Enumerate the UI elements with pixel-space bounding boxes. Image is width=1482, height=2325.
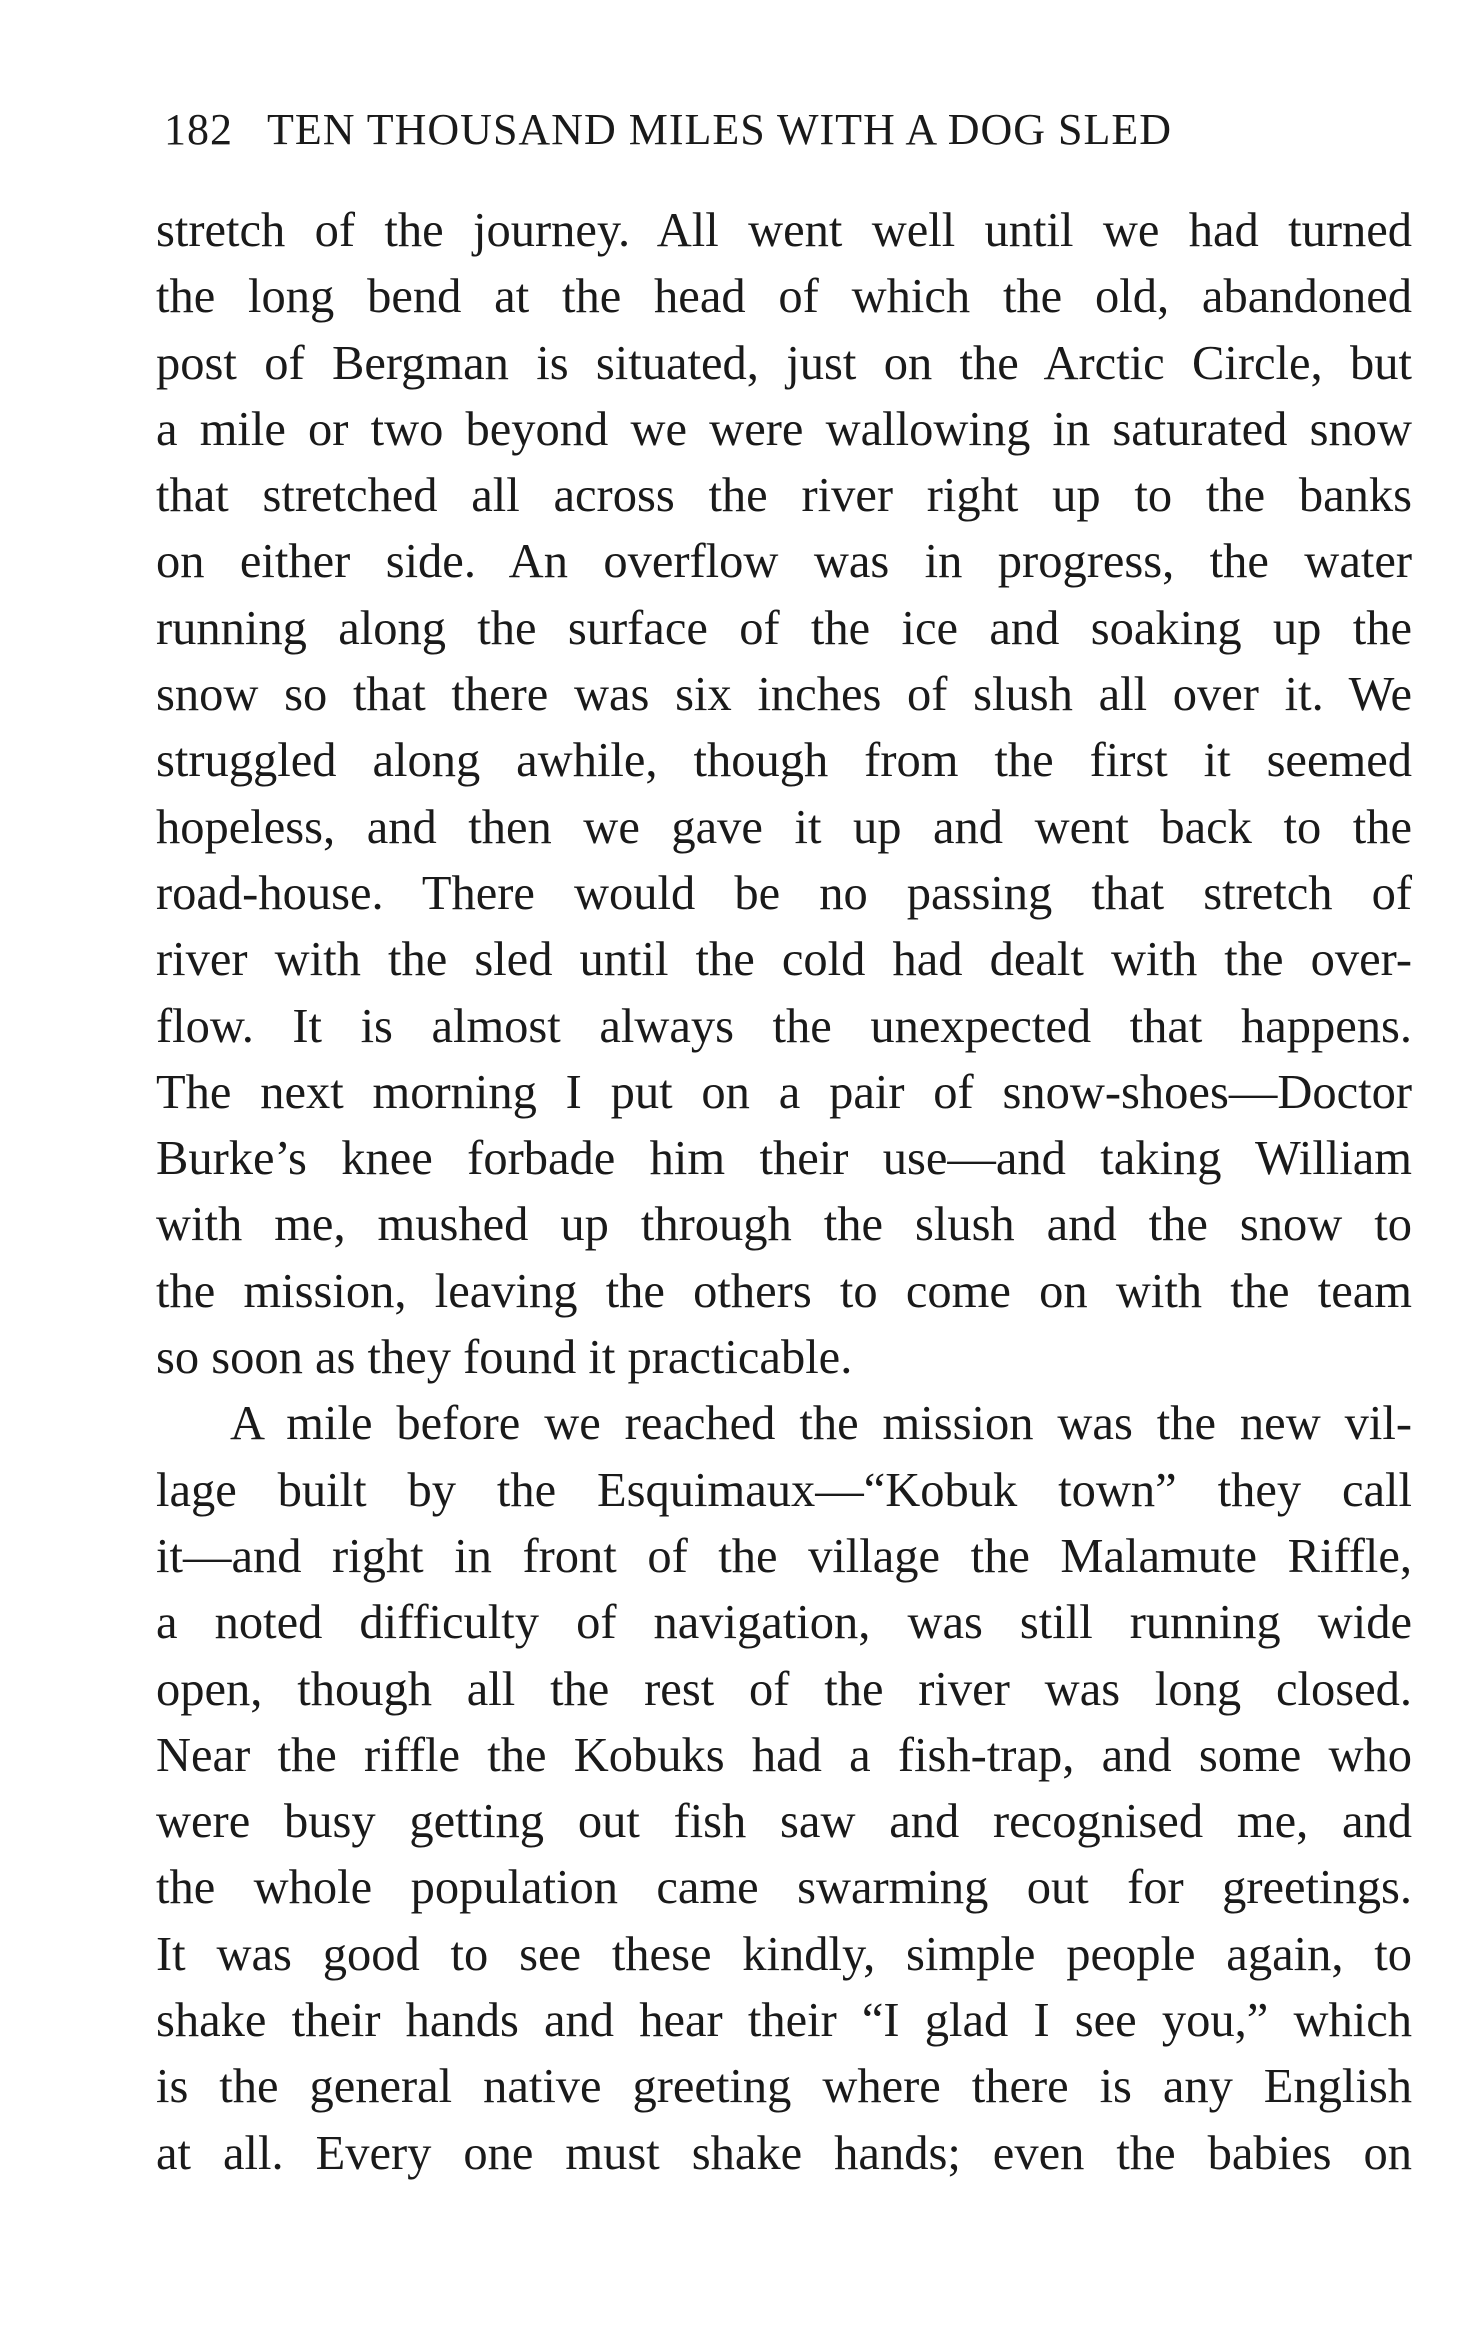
text-line: it—and right in front of the village the Malamute Riffle, <box>156 1529 1412 1583</box>
text-line: Near the riffle the Kobuks had a fish-trap, and some who <box>156 1728 1412 1782</box>
text-line: stretch of the journey. All went well until we had turned <box>156 204 1412 257</box>
text-line: river with the sled until the cold had dealt with the over- <box>156 933 1412 987</box>
running-head <box>164 100 1364 160</box>
text-line: a mile or two beyond we were wallowing in saturated snow <box>156 402 1412 456</box>
text-line: that stretched all across the river right up to the banks <box>156 469 1412 523</box>
text-line: It was good to see these kindly, simple people again, to <box>156 1927 1412 1981</box>
text-line: with me, mushed up through the slush and the snow to <box>156 1198 1412 1252</box>
text-line: open, though all the rest of the river was long closed. <box>156 1662 1412 1716</box>
text-line: lage built by the Esquimaux—“Kobuk town” they call <box>156 1463 1412 1517</box>
running-title: TEN THOUSAND MILES WITH A DOG SLED <box>267 105 1173 154</box>
text-line: post of Bergman is situated, just on the Arctic Circle, but <box>156 336 1412 390</box>
body-text <box>156 198 1412 2187</box>
text-line: hopeless, and then we gave it up and went back to the <box>156 800 1412 854</box>
text-line: at all. Every one must shake hands; even the babies on <box>156 2126 1412 2180</box>
text-line: flow. It is almost always the unexpected that happens. <box>156 999 1412 1053</box>
text-line: a noted difficulty of navigation, was still running wide <box>156 1596 1412 1650</box>
text-line: were busy getting out fish saw and recognised me, and <box>156 1795 1412 1849</box>
text-line: the whole population came swarming out for greetings. <box>156 1861 1412 1915</box>
page-number: 182 <box>164 105 233 154</box>
text-line: road-house. There would be no passing that stretch of <box>156 866 1412 920</box>
text-line: the long bend at the head of which the old, abandoned <box>156 270 1412 324</box>
text-line: on either side. An overflow was in progress, the water <box>156 535 1412 589</box>
text-line: the mission, leaving the others to come on with the team <box>156 1264 1412 1318</box>
text-line: The next morning I put on a pair of snow-shoes—Doctor <box>156 1065 1412 1119</box>
text-line: running along the surface of the ice and soaking up the <box>156 601 1412 655</box>
text-line: is the general native greeting where there is any English <box>156 2060 1412 2114</box>
text-line: so soon as they found it practicable. <box>156 1331 853 1385</box>
text-line: struggled along awhile, though from the first it seemed <box>156 734 1412 788</box>
paragraph-2 <box>156 1391 1412 2187</box>
text-line: A mile before we reached the mission was the new vil- <box>230 1397 1412 1451</box>
text-line: shake their hands and hear their “I glad I see you,” which <box>156 1994 1412 2048</box>
text-line: snow so that there was six inches of slush all over it. We <box>156 668 1412 722</box>
paragraph-1 <box>156 198 1412 1391</box>
text-line: Burke’s knee forbade him their use—and taking William <box>156 1132 1412 1186</box>
